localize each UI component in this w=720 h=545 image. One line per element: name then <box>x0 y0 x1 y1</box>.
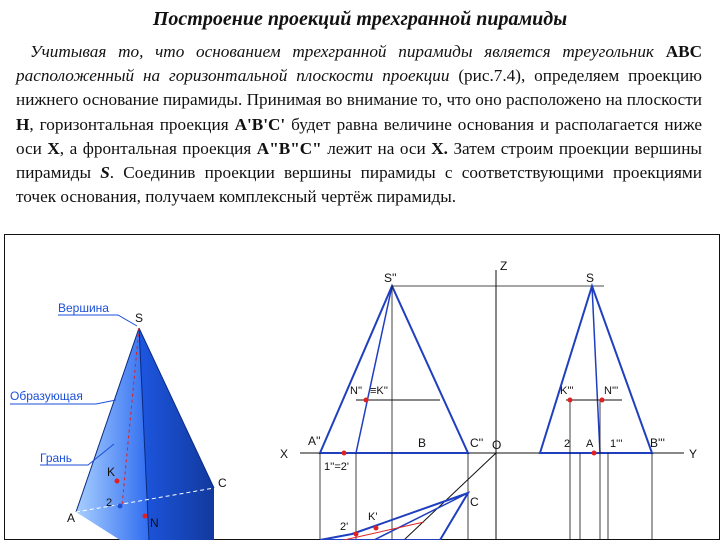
label-a3: A <box>586 438 594 450</box>
label-s: S <box>135 311 144 325</box>
label-b3: B''' <box>650 436 665 450</box>
label-k3: K''' <box>560 385 574 397</box>
point-n2 <box>364 398 369 403</box>
figure-pyramid-projections <box>4 234 720 540</box>
pyramid-3d <box>67 311 227 540</box>
label-k1: K' <box>368 511 378 523</box>
text-abc-prime: A'B'C' <box>234 114 286 134</box>
axis-diagonal <box>404 453 496 540</box>
text-s2-end: (рис.7.4), определяем проекцию нижнего основание пирамиды. Принимая во внимание то, что оно расположено на плоскости <box>16 66 702 110</box>
label-n2: N'' <box>350 385 363 397</box>
label-axis-z: Z <box>500 259 508 273</box>
point-2 <box>118 504 123 509</box>
point-n <box>143 514 148 519</box>
label-k2: ≡K'' <box>370 385 388 397</box>
point-two1 <box>354 532 359 537</box>
point-n3 <box>600 398 605 403</box>
body-text <box>16 40 702 209</box>
label-axis-y: Y <box>689 447 698 461</box>
label-s2: S'' <box>384 271 397 285</box>
label-b2: B <box>418 436 427 450</box>
text-s3: , горизонтальная проекция <box>29 114 235 134</box>
profile-projection <box>540 271 665 540</box>
callout-generatrix: Образующая <box>10 389 83 403</box>
point-k3 <box>568 398 573 403</box>
text-s7: Затем строим проекции вершины пирамиды <box>16 138 702 183</box>
text-abc-double-prime: A"B"C" <box>256 138 322 158</box>
page-title: Построение проекций трехгранной пирамиды <box>152 8 568 30</box>
face-right <box>139 328 214 540</box>
text-h: Н <box>16 114 30 134</box>
callout-face: Грань <box>40 451 73 465</box>
text-s6: лежит на оси <box>321 138 432 158</box>
label-a: A <box>67 511 76 525</box>
horizontal-projection <box>320 493 479 540</box>
front-triangle <box>320 286 468 453</box>
point-k <box>115 479 120 484</box>
label-c: C <box>218 476 227 490</box>
figure-svg <box>4 234 720 540</box>
label-c2: C'' <box>470 436 484 450</box>
paragraph <box>16 40 702 209</box>
label-a2: A'' <box>308 434 321 448</box>
text-s2: расположенный на горизонтальной плоскости проекции <box>16 66 450 86</box>
text-s4: будет равна величине основания и располагается ниже оси <box>16 114 702 158</box>
text-s1: Учитывая то, что основанием трехгранной пирамиды является треугольник <box>30 42 654 61</box>
label-one2: 1''=2' <box>324 461 349 473</box>
label-n: N <box>150 516 159 530</box>
label-two3: 2 <box>564 438 571 450</box>
callout-vertex-leader <box>58 315 137 326</box>
label-s3: S <box>586 271 595 285</box>
label-c1: C <box>470 495 479 509</box>
point-one2 <box>342 451 347 456</box>
label-origin: O <box>492 438 502 452</box>
text-abc: АВС <box>665 42 702 61</box>
label-k: K <box>107 465 116 479</box>
callout-vertex: Вершина <box>58 301 109 315</box>
face-left <box>76 328 149 540</box>
label-one3: 1''' <box>610 438 623 450</box>
text-x-axis-2: X. <box>431 138 448 158</box>
text-s8: . Соединив проекции вершины пирамиды с соответствующими проекциями точек основания, получаем комплексный чертёж пирамиды. <box>16 163 702 207</box>
text-s5: , а фронтальная проекция <box>59 138 257 158</box>
label-axis-x: X <box>280 447 289 461</box>
label-n3: N''' <box>604 385 619 397</box>
label-two1: 2' <box>340 521 349 533</box>
point-k1 <box>374 526 379 531</box>
profile-edge <box>592 286 600 453</box>
point-a3 <box>592 451 597 456</box>
front-edge-sb <box>356 286 392 453</box>
label-2: 2 <box>106 497 113 509</box>
text-s-letter: S <box>100 163 110 183</box>
text-x-axis: X <box>47 138 60 158</box>
